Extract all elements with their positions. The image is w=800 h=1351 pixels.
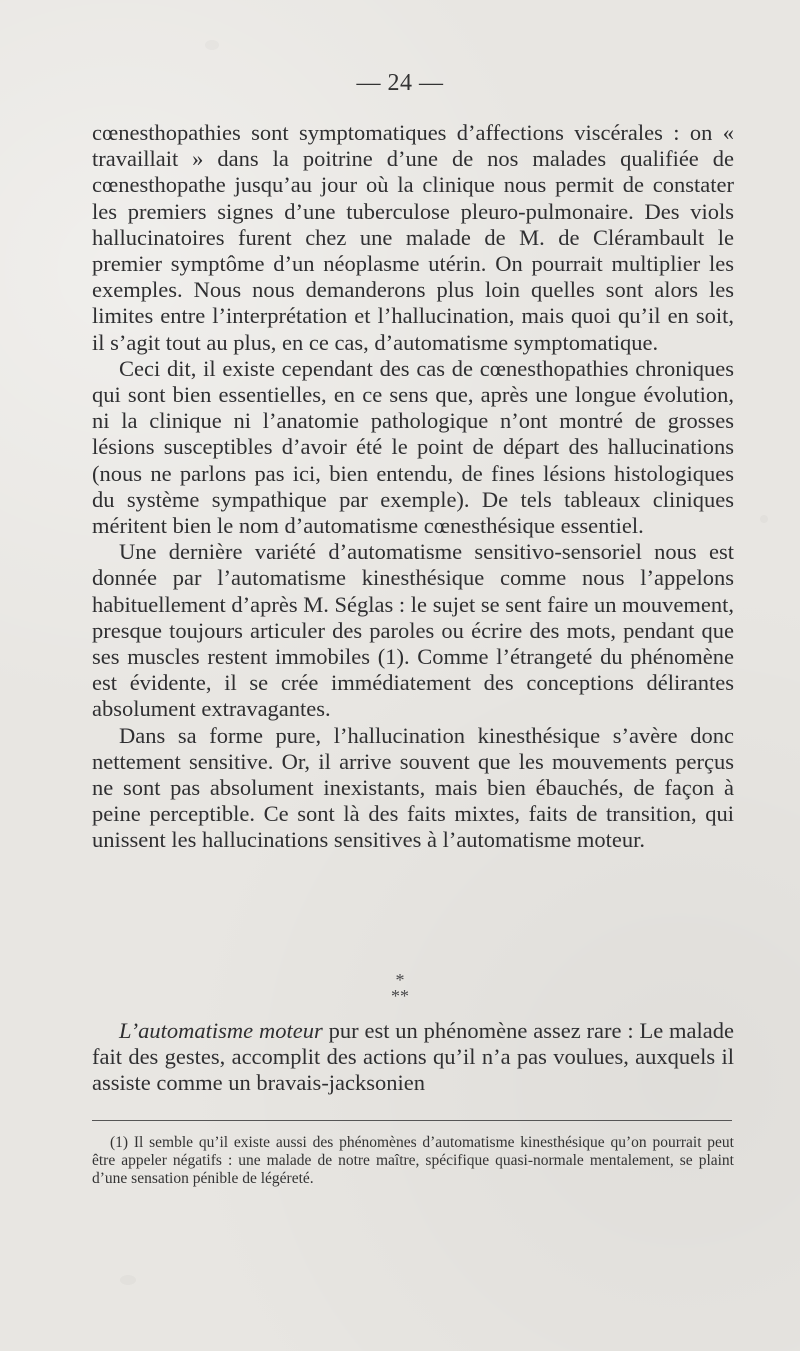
section-text-block [92,1018,734,1097]
footnote-block [92,1134,734,1188]
paper-stain [205,40,219,50]
section-text: pur est un phénomène assez rare : Le malade fait des gestes, accomplit des actions qu’il n’a pas voulues, auxquels il assiste comme un bravais-jacksonien [92,1018,734,1096]
page-number: — 24 — [356,70,444,96]
section-title: L’automatisme moteur [119,1018,323,1043]
footnote-text: (1) Il semble qu’il existe aussi des phénomènes d’automatisme kinesthésique qu’on pourrait peut être appeler négatifs : une malade de notre maître, spécifique quasi-normale mentalement, se plaint d’une sensation pénible de légéreté. [92,1134,734,1187]
footnote-separator [92,1120,732,1121]
paper-stain [760,515,768,523]
paragraph-4: Dans sa forme pure, l’hallucination kinesthésique s’avère donc nettement sensitive. Or, il arrive souvent que les mouvements perçus ne sont pas absolument inexistants, mais bien ébauchés, de façon à peine perceptible. Ce sont là des faits mixtes, faits de transition, qui unissent les hallucinations sensitives à l’automatisme moteur. [92,722,734,853]
asterism-divider [0,972,800,1004]
paragraph-2: Ceci dit, il existe cependant des cas de cœnesthopathies chroniques qui sont bien essentielles, en ce sens que, après une longue évolution, ni la clinique ni l’anatomie pathologique n’ont montré de grosses lésions susceptibles d’avoir été le point de départ des hallucinations (nous ne parlons pas ici, bien entendu, de fines lésions histologiques du système sympathique par exemple). De tels tableaux cliniques méritent bien le nom d’automatisme cœnesthésique essentiel. [92,355,734,539]
paragraph-1: cœnesthopathies sont symptomatiques d’affections viscérales : on « travaillait » dans la poitrine d’une de nos malades qualifiée de cœnesthopathe jusqu’au jour où la clinique nous permit de constater les premiers signes d’une tuberculose pleuro-pulmonaire. Des viols hallucinatoires furent chez une malade de M. de Clérambault le premier symptôme d’un néoplasme utérin. On pourrait multiplier les exemples. Nous nous demanderons plus loin quelles sont alors les limites entre l’interprétation et l’hallucination, mais quoi qu’il en soit, il s’agit tout au plus, en ce cas, d’automatisme symptomatique. [92,120,734,355]
main-text-block [92,120,734,854]
section-paragraph [92,1018,734,1097]
paragraph-3: Une dernière variété d’automatisme sensitivo-sensoriel nous est donnée par l’automatisme kinesthésique comme nous l’appelons habituellement d’après M. Séglas : le sujet se sent faire un mouvement, presque toujours articuler des paroles ou écrire des mots, pendant que ses muscles restent immobiles (1). Comme l’étrangeté du phénomène est évidente, il se crée immédiatement des conceptions délirantes absolument extravagantes. [92,539,734,722]
asterism-text: * ** [391,970,409,1006]
paper-stain [120,1275,136,1285]
